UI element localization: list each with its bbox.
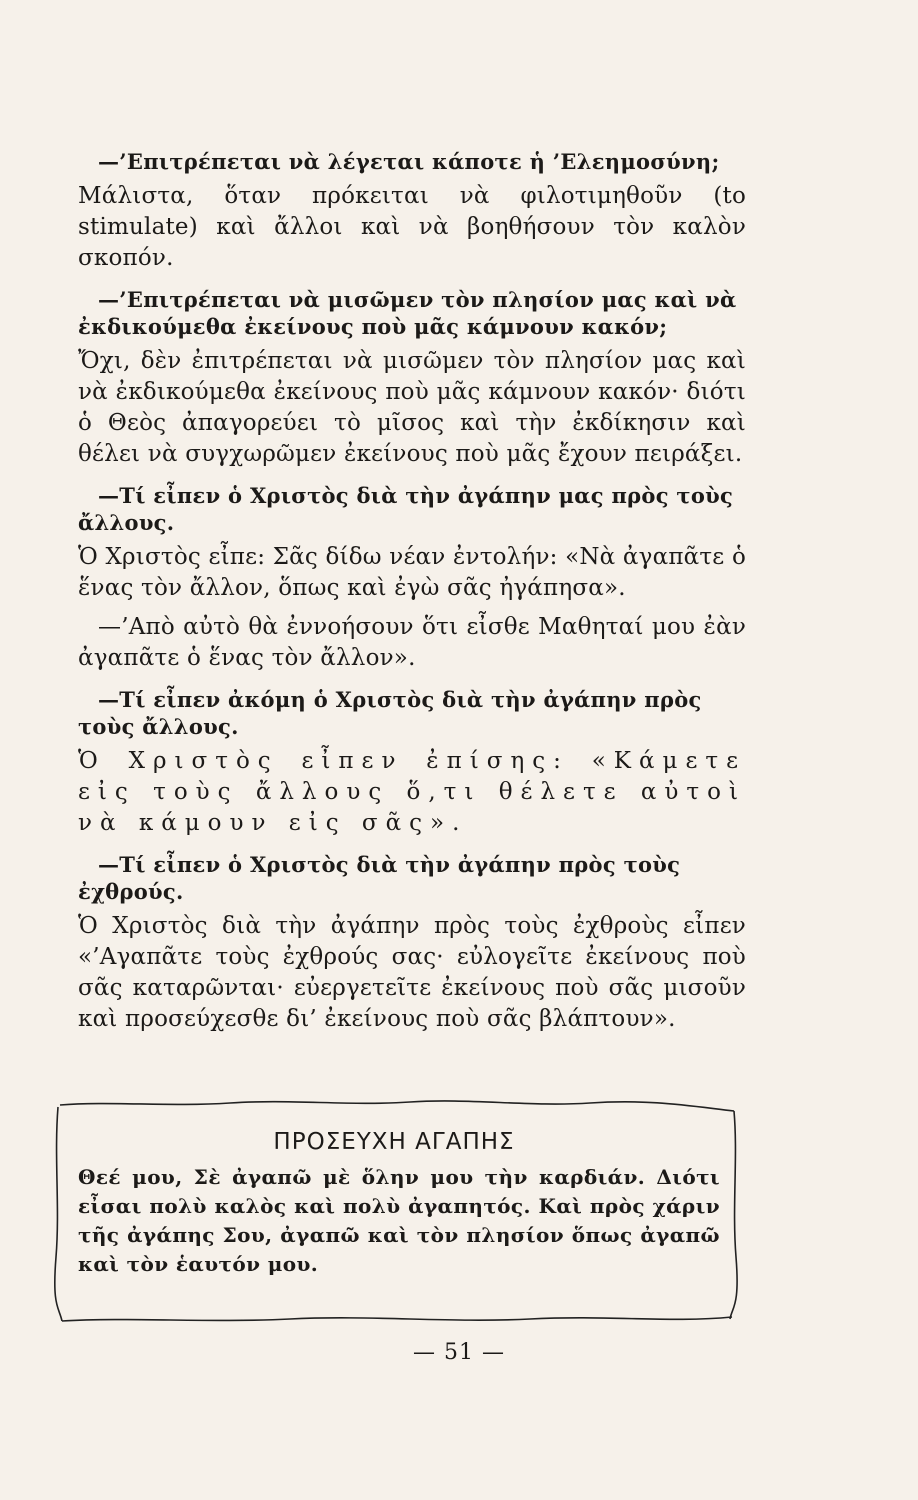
prayer-title: ΠΡΟΣΕΥΧΗ ΑΓΑΠΗΣ	[273, 1129, 515, 1155]
answer-4: Ὁ Χριστὸς εἶπεν ἐπίσης: «Κάμετε εἰς τοὺς ἄλλους ὅ,τι θέλετε αὐτοὶ νὰ κάμουν εἰς σᾶς».	[78, 748, 746, 836]
question-1: —’Επιτρέπεται νὰ λέγεται κάποτε ἡ ’Ελεημοσύνη;	[98, 149, 720, 174]
question-4: —Τί εἶπεν ἀκόμη ὁ Χριστὸς διὰ τὴν ἀγάπην πρὸς τοὺς ἄλλους.	[78, 687, 702, 739]
answer-2: Ὄχι, δὲν ἐπιτρέπεται νὰ μισῶμεν τὸν πλησίον μας καὶ νὰ ἐκδικούμεθα ἐκείνους ποὺ μᾶς κάμνουν κακόν· διότι ὁ Θεὸς ἀπαγορεύει τὸ μῖσος καὶ τὴν ἐκδίκησιν καὶ θέλει νὰ συγχωρῶμεν ἐκείνους ποὺ μᾶς ἔχουν πειράξει.	[78, 348, 746, 467]
prayer-box	[50, 1097, 738, 1325]
catechism-text	[78, 148, 746, 1047]
question-2: —’Επιτρέπεται νὰ μισῶμεν τὸν πλησίον μας καὶ νὰ ἐκδικούμεθα ἐκείνους ποὺ μᾶς κάμνουν κακόν;	[78, 287, 737, 339]
answer-5: Ὁ Χριστὸς διὰ τὴν ἀγάπην πρὸς τοὺς ἐχθροὺς εἶπεν «’Αγαπᾶτε τοὺς ἐχθρούς σας· εὐλογεῖτε ἐκείνους ποὺ σᾶς καταρῶνται· εὐεργετεῖτε ἐκείνους ποὺ σᾶς μισοῦν καὶ προσεύχεσθε δι’ ἐκείνους ποὺ σᾶς βλάπτουν».	[78, 913, 746, 1032]
question-5: —Τί εἶπεν ὁ Χριστὸς διὰ τὴν ἀγάπην πρὸς τοὺς ἐχθρούς.	[78, 852, 681, 904]
answer-3: Ὁ Χριστὸς εἶπε: Σᾶς δίδω νέαν ἐντολήν: «Νὰ ἀγαπᾶτε ὁ ἕνας τὸν ἄλλον, ὅπως καὶ ἐγὼ σᾶς ἠγάπησα».	[78, 544, 746, 601]
answer-3-continued: —’Απὸ αὐτὸ θὰ ἐννοήσουν ὅτι εἶσθε Μαθηταί μου ἐὰν ἀγαπᾶτε ὁ ἕνας τὸν ἄλλον».	[78, 614, 746, 671]
answer-1: Μάλιστα, ὅταν πρόκειται νὰ φιλοτιμηθοῦν (to stimulate) καὶ ἄλλοι καὶ νὰ βοηθήσουν τὸν καλὸν σκοπόν.	[78, 183, 746, 271]
question-3: —Τί εἶπεν ὁ Χριστὸς διὰ τὴν ἀγάπην μας πρὸς τοὺς ἄλλους.	[78, 483, 734, 535]
prayer-text: Θεέ μου, Σὲ ἀγαπῶ μὲ ὅλην μου τὴν καρδιάν. Διότι εἶσαι πολὺ καλὸς καὶ πολὺ ἀγαπητός. Καὶ πρὸς χάριν τῆς ἀγάπης Σου, ἀγαπῶ καὶ τὸν πλησίον ὅπως ἀγαπῶ καὶ τὸν ἑαυτόν μου.	[78, 1165, 720, 1276]
page-number: — 51 —	[413, 1340, 505, 1365]
